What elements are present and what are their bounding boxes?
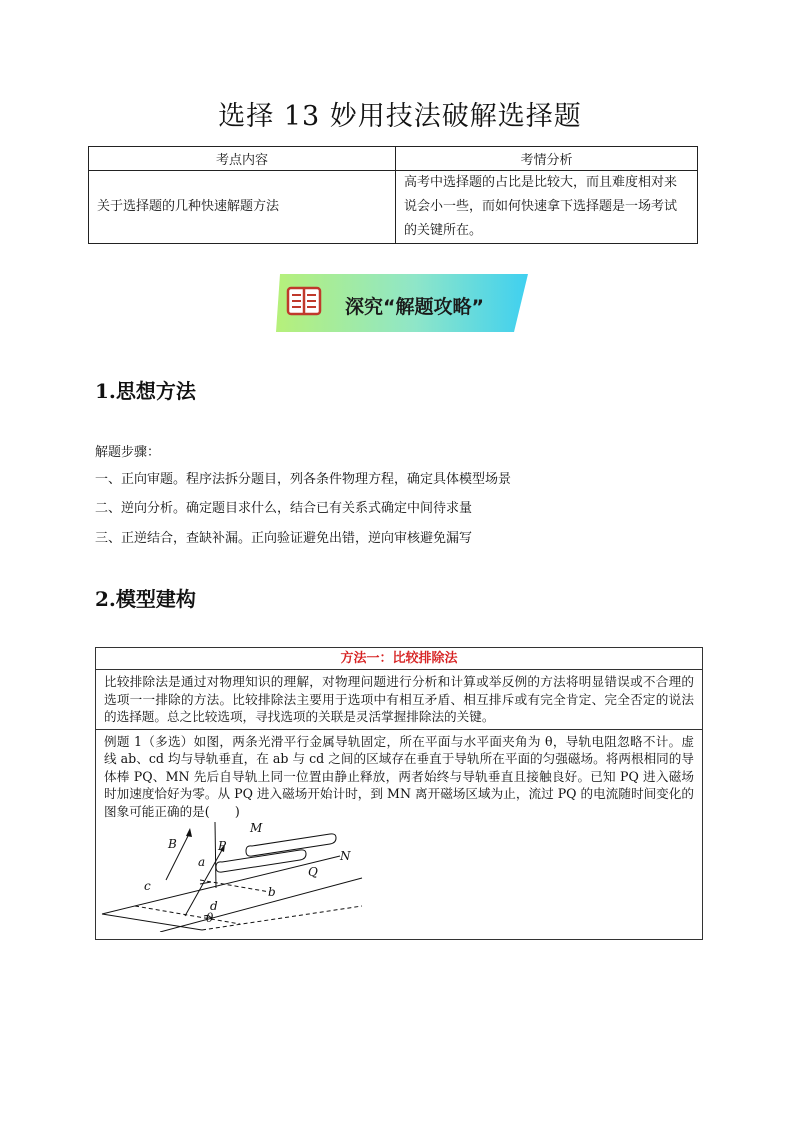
step-item: 一、正向审题。程序法拆分题目，列各条件物理方程，确定具体模型场景	[95, 472, 512, 487]
table-header-analysis: 考情分析	[396, 147, 698, 171]
label-d: d	[210, 899, 218, 913]
label-B: B	[168, 837, 177, 851]
table-header-topic: 考点内容	[89, 147, 396, 171]
label-b: b	[268, 885, 276, 899]
step-item: 二、逆向分析。确定题目求什么，结合已有关系式确定中间待求量	[95, 501, 473, 516]
label-theta: θ	[206, 911, 214, 925]
section-heading-model: 2.模型建构	[95, 587, 196, 611]
label-a: a	[198, 855, 206, 869]
label-Q: Q	[308, 865, 318, 879]
steps-intro: 解题步骤：	[95, 445, 161, 460]
label-P: P	[218, 839, 227, 853]
label-M: M	[250, 821, 263, 835]
table-cell-analysis: 高考中选择题的占比是比较大，而且难度相对来说会小一些，而如何快速拿下选择题是一场考试的关键所在。	[396, 171, 698, 244]
table-cell-topic: 关于选择题的几种快速解题方法	[89, 171, 396, 244]
method-description: 比较排除法是通过对物理知识的理解，对物理问题进行分析和计算或举反例的方法将明显错误或不合理的选项一一排除的方法。比较排除法主要用于选项中有相互矛盾、相互排斥或有完全肯定、完全否定的说法的选择题。总之比较选项，寻找选项的关联是灵活掌握排除法的关键。	[104, 674, 694, 724]
banner-label: 深究“解题攻略”	[345, 296, 484, 318]
topic-table	[88, 146, 698, 244]
rail-diagram	[100, 820, 370, 932]
example-question: 例题 1（多选）如图，两条光滑平行金属导轨固定，所在平面与水平面夹角为 θ，导轨电阻忽略不计。虚线 ab、cd 均与导轨垂直，在 ab 与 cd 之间的区域存在垂直于导轨所在平面的匀强磁场。将两根相同的导体棒 PQ、MN 先后自导轨上同一位置由静止释放，两者始终与导轨垂直且接触良好。已知 PQ 进入磁场时加速度恰好为零。从 PQ 进入磁场开始计时，到 MN 离开磁场区域为止，流过 PQ 的电流随时间变化的图象可能正确的是( )	[104, 733, 694, 819]
label-N: N	[340, 849, 351, 863]
open-book-icon	[288, 288, 320, 314]
label-c: c	[144, 879, 151, 893]
page-title: 选择 13 妙用技法破解选择题	[218, 101, 582, 132]
step-item: 三、正逆结合，查缺补漏。正向验证避免出错，逆向审核避免漏写	[95, 531, 473, 546]
section-heading-thinking: 1.思想方法	[95, 379, 196, 403]
method-title: 方法一：比较排除法	[96, 648, 702, 670]
